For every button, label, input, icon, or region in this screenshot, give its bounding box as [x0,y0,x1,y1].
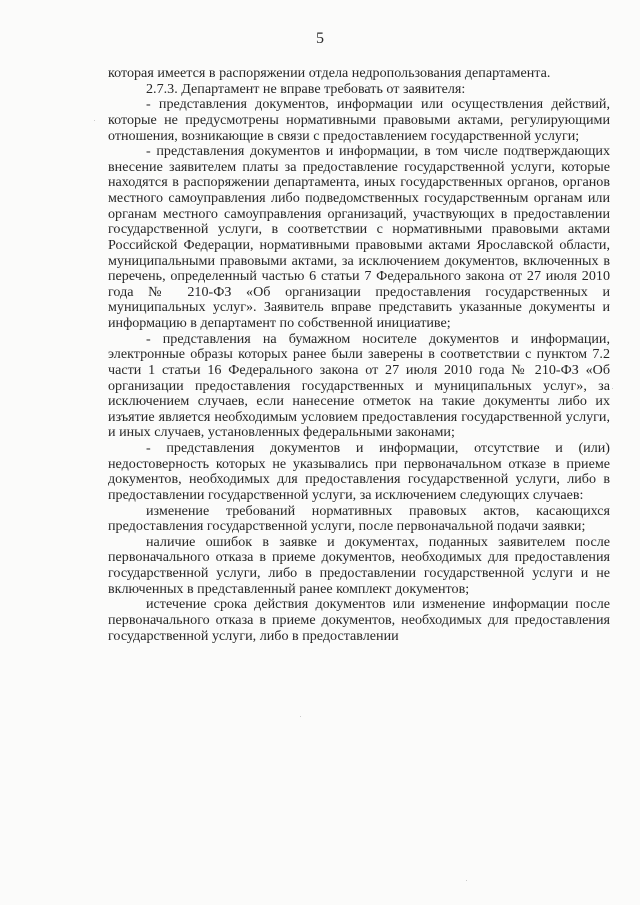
scan-speck [94,120,95,121]
paragraph-case-errors: наличие ошибок в заявке и документах, поданных заявителем после первоначального отказа в приеме документов, необходимых для предоставления государственной услуги, либо в предоставлении государственной услуги и не включенных в представленный ранее комплект документов; [108,533,610,597]
scan-speck [300,716,301,717]
paragraph-item-first-refusal: - представления документов и информации, отсутствие и (или) недостоверность которых не указывались при первоначальном отказе в приеме документов, необходимых для предоставления государственной услуги, либо в предоставлении государственной услуги, за исключением следующих случаев: [108,440,610,503]
document-body [108,66,610,644]
page-number: 5 [316,30,324,47]
paragraph-item-actions: - представления документов, информации или осуществления действий, которые не предусмотрены нормативными правовыми актами, регулирующими отношения, возникающие в связи с предоставлением государственной услуги; [108,96,610,144]
paragraph-clause-2-7-3: 2.7.3. Департамент не вправе требовать от заявителя: [146,80,466,97]
paragraph-case-requirements-change: изменение требований нормативных правовых актов, касающихся предоставления государственной услуги, после первоначальной подачи заявки; [108,502,610,535]
paragraph-case-expiry: истечение срока действия документов или изменение информации после первоначального отказа в приеме документов, необходимых для предоставления государственной услуги, либо в предоставлении [108,596,610,644]
scan-speck [466,880,467,881]
paragraph-continuation: которая имеется в распоряжении отдела недропользования департамента. [108,65,551,81]
scan-speck [612,388,613,389]
paragraph-item-paper-copies: - представления на бумажном носителе документов и информации, электронные образы которых ранее были заверены в соответствии с пунктом 7.2 части 1 статьи 16 Федерального закона от 27 июля 2010 года № 210-ФЗ «Об организации предоставления государственных и муниципальных услуг», за исключением случаев, если нанесение отметок на такие документы либо их изъятие является необходимым условием предоставления государственной услуги, и иных случаев, установленных федеральными законами; [108,330,610,441]
paragraph-item-documents: - представления документов и информации, в том числе подтверждающих внесение заявителем платы за предоставление государственной услуги, которые находятся в распоряжении департамента, иных государственных органов, органов местного самоуправления либо подведомственных государственным органам или органам местного самоуправления организаций, участвующих в предоставлении государственной услуги, в соответствии с нормативными правовыми актами Российской Федерации, нормативными правовыми актами Ярославской области, муниципальными правовыми актами, за исключением документов, включенных в перечень, определенный частью 6 статьи 7 Федерального закона от 27 июля 2010 года № 210-ФЗ «Об организации предоставления государственных и муниципальных услуг». Заявитель вправе представить указанные документы и информацию в департамент по собственной инициативе; [108,143,610,331]
